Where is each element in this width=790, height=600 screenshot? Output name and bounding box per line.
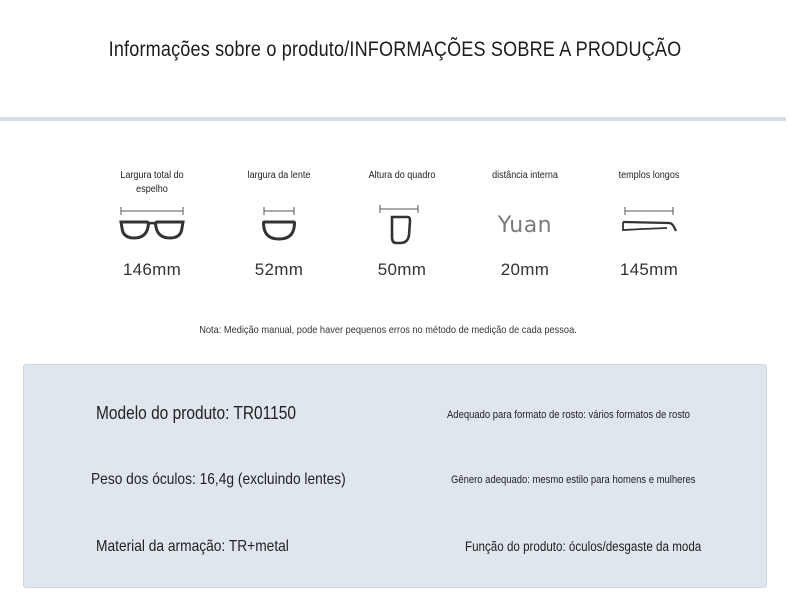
- measurement-temple-length: [594, 168, 704, 280]
- measurement-note: Nota: Medição manual, pode haver pequenos erros no método de medição de cada pessoa.: [199, 324, 577, 336]
- divider: [0, 117, 786, 121]
- lens-width-icon: [224, 200, 334, 250]
- spec-gender: Gênero adequado: mesmo estilo para homens e mulheres: [451, 474, 696, 486]
- spec-face-shape: Adequado para formato de rosto: vários formatos de rosto: [447, 409, 690, 421]
- temple-arm-icon: [594, 200, 704, 250]
- measurement-total-width: [97, 168, 207, 280]
- spec-model: Modelo do produto: TR01150: [96, 403, 296, 423]
- measurement-bridge: [470, 168, 580, 280]
- measurement-frame-height: [347, 168, 457, 280]
- frame-height-icon: [347, 200, 457, 250]
- measurement-value: 145mm: [619, 260, 679, 279]
- measurement-lens-width: [224, 168, 334, 280]
- measurement-label: distância interna: [492, 169, 558, 181]
- measurement-value: 52mm: [254, 260, 304, 279]
- measurement-value: 146mm: [122, 260, 182, 279]
- specs-panel: [23, 364, 767, 588]
- spec-weight: Peso dos óculos: 16,4g (excluindo lentes): [91, 471, 346, 488]
- page-title: Informações sobre o produto/INFORMAÇÕES SOBRE A PRODUÇÃO: [108, 38, 682, 61]
- measurement-label: templos longos: [618, 169, 680, 181]
- measurement-value: 50mm: [377, 260, 427, 279]
- yuan-logo-text: Yuan: [497, 212, 553, 238]
- measurement-label: Altura do quadro: [368, 169, 436, 181]
- measurement-label: Largura total do espelho: [120, 169, 184, 195]
- front-glasses-icon: [97, 200, 207, 250]
- measurement-label: largura da lente: [247, 169, 311, 181]
- measurement-value: 20mm: [500, 260, 550, 279]
- spec-function: Função do produto: óculos/desgaste da moda: [465, 539, 702, 554]
- bridge-yuan-text: [470, 200, 580, 250]
- spec-material: Material da armação: TR+metal: [96, 538, 289, 555]
